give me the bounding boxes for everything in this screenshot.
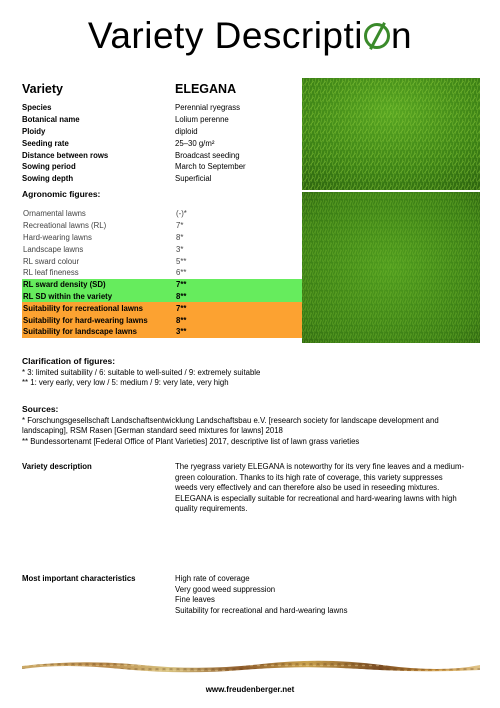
figure-label: RL sward colour xyxy=(23,256,80,266)
important-characteristics xyxy=(22,574,480,616)
figure-value: 7** xyxy=(176,280,187,290)
figure-value: 8** xyxy=(176,315,187,325)
info-value: diploid xyxy=(175,126,198,136)
source-line: * Forschungsgesellschaft Landschaftsentwicklung Landschaftsbau e.V. [research society for landscape development and landscaping], RSM Rasen [German standard seed mixtures for lawns] 2018 xyxy=(22,415,439,435)
list-item: Very good weed suppression xyxy=(175,584,276,594)
info-label: Distance between rows xyxy=(22,150,109,160)
info-label: Botanical name xyxy=(22,115,80,125)
info-label: Species xyxy=(22,103,52,113)
figure-label: RL SD within the variety xyxy=(23,291,113,301)
info-value: 25–30 g/m² xyxy=(175,138,215,148)
info-value: Lolium perenne xyxy=(175,115,229,125)
figure-label: RL sward density (SD) xyxy=(23,280,106,290)
figure-label: Suitability for recreational lawns xyxy=(23,303,144,313)
variety-description xyxy=(22,462,480,515)
figure-value: 8** xyxy=(176,291,187,301)
grass-photo-bottom xyxy=(302,192,480,343)
variety-name: ELEGANA xyxy=(175,82,237,96)
seed-band-image xyxy=(22,657,480,673)
page-title xyxy=(0,14,500,58)
sources-block xyxy=(22,404,480,447)
clarification-line: ** 1: very early, very low / 5: medium / 9: very late, very high xyxy=(22,378,229,387)
info-label: Seeding rate xyxy=(22,138,69,148)
info-label: Ploidy xyxy=(22,126,46,136)
figure-label: Landscape lawns xyxy=(23,244,84,254)
variety-label: Variety xyxy=(22,82,64,96)
figure-value: 8* xyxy=(176,232,184,242)
figure-label: Suitability for landscape lawns xyxy=(23,327,137,337)
figure-label: Hard-wearing lawns xyxy=(23,232,92,242)
figure-value: (-)* xyxy=(176,209,187,219)
info-label: Sowing depth xyxy=(22,174,74,184)
figure-value: 7** xyxy=(176,303,187,313)
characteristics-list xyxy=(175,574,465,616)
source-line: ** Bundessortenamt [Federal Office of Plant Varieties] 2017, descriptive list of lawn grass varieties xyxy=(22,436,360,446)
title-text-start: Variety Descripti xyxy=(87,15,364,56)
agronomic-heading: Agronomic figures: xyxy=(22,189,101,199)
info-value: Superficial xyxy=(175,174,212,184)
figure-value: 7* xyxy=(176,221,184,231)
figure-label: Ornamental lawns xyxy=(23,209,86,219)
brand-leaf-o-icon xyxy=(364,23,390,49)
figure-value: 5** xyxy=(176,256,187,266)
list-item: High rate of coverage xyxy=(175,574,250,583)
description-label: Variety description xyxy=(22,462,92,471)
title-text-end: n xyxy=(391,15,413,56)
figure-value: 6** xyxy=(176,268,187,278)
characteristics-label: Most important characteristics xyxy=(22,574,136,583)
figure-label: Suitability for hard-wearing lawns xyxy=(23,315,148,325)
figure-label: RL leaf fineness xyxy=(23,268,79,278)
info-label: Sowing period xyxy=(22,162,76,172)
grass-photo-top xyxy=(302,78,480,190)
clarification-heading: Clarification of figures: xyxy=(22,356,116,366)
list-item: Fine leaves xyxy=(175,595,215,604)
info-value: Broadcast seeding xyxy=(175,150,240,160)
description-text: The ryegrass variety ELEGANA is noteworthy for its very fine leaves and a medium-green colouration. Thanks to its high rate of coverage, this variety suppresses weeds very effectively and can therefore also be used in reseeding mixtures. ELEGANA is especially suitable for recreational and hard-wearing lawns with high quality requirements. xyxy=(175,462,465,513)
clarification-block xyxy=(22,356,480,389)
clarification-line: * 3: limited suitability / 6: suitable to well-suited / 9: extremely suitable xyxy=(22,367,261,377)
figure-value: 3* xyxy=(176,244,184,254)
info-value: Perennial ryegrass xyxy=(175,103,241,113)
sources-heading: Sources: xyxy=(22,404,59,414)
info-value: March to September xyxy=(175,162,246,172)
figure-label: Recreational lawns (RL) xyxy=(23,221,107,231)
figure-value: 3** xyxy=(176,327,187,337)
footer-website-link[interactable]: www.freudenberger.net xyxy=(205,685,295,694)
list-item: Suitability for recreational and hard-wearing lawns xyxy=(175,605,348,615)
